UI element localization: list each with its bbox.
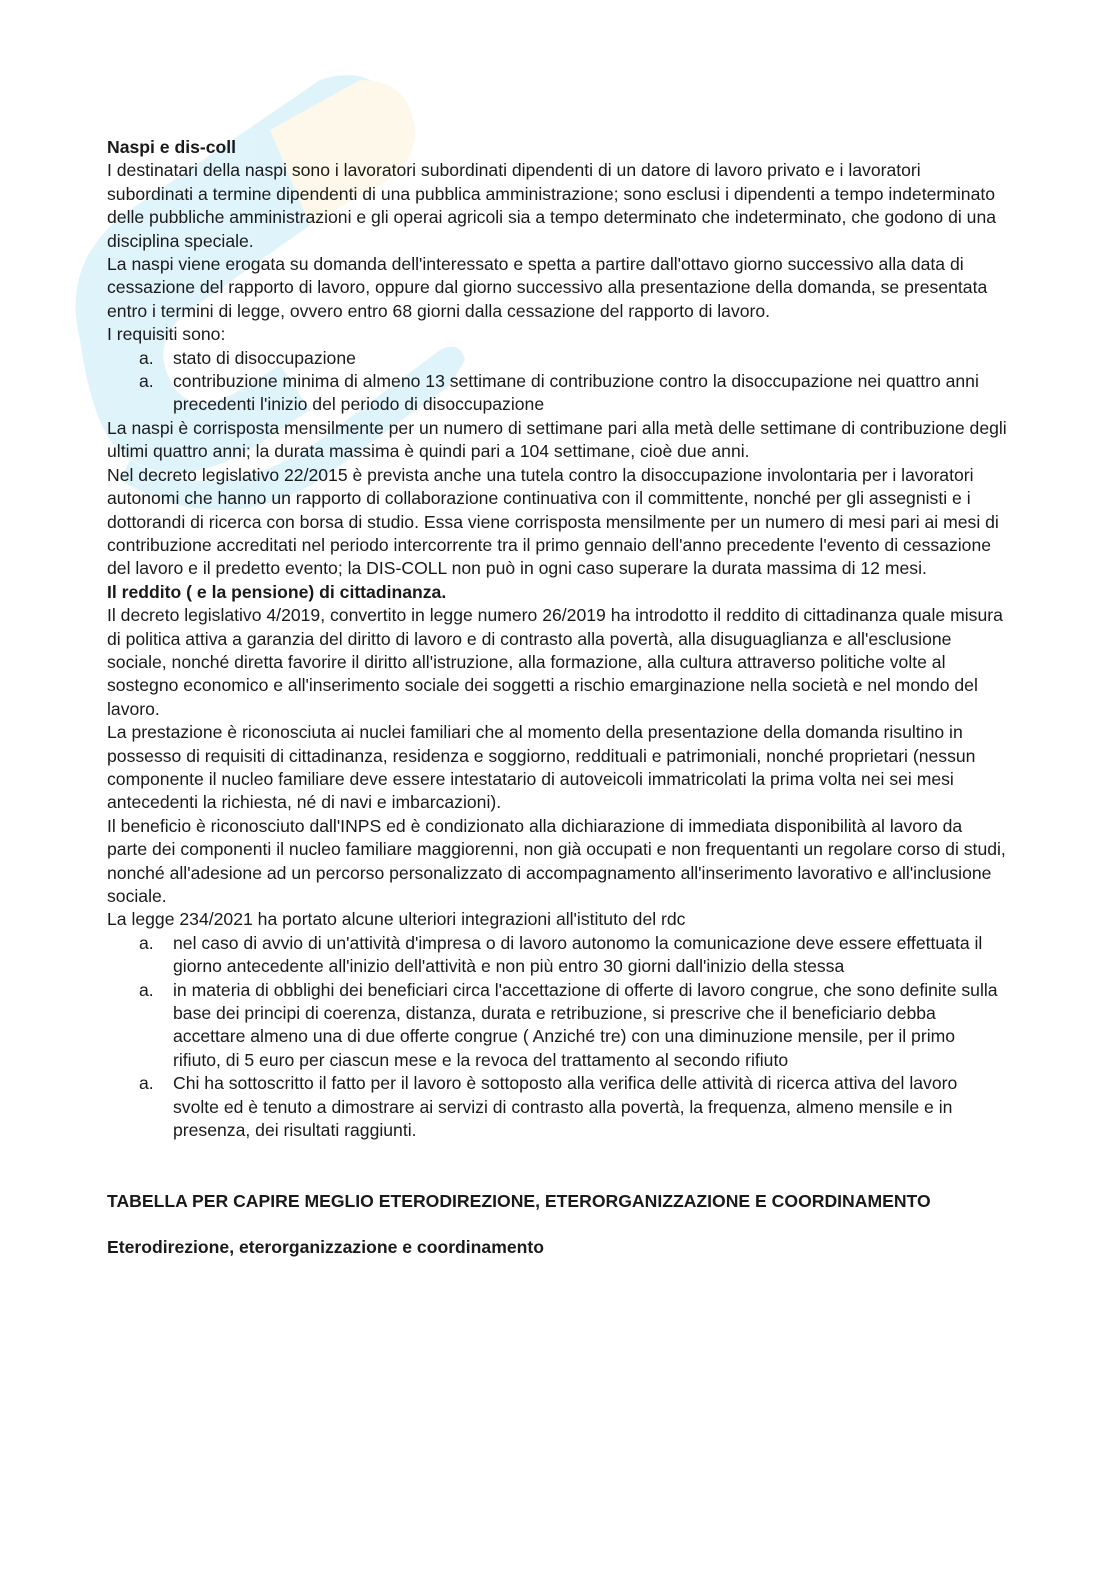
paragraph: La legge 234/2021 ha portato alcune ulteriori integrazioni all'istituto del rdc	[107, 909, 686, 930]
list-item-text: stato di disoccupazione	[173, 347, 356, 368]
paragraph: La naspi viene erogata su domanda dell'interessato e spetta a partire dall'ottavo giorno successivo alla data di cessazione del rapporto di lavoro, oppure dal giorno successivo alla presentazione della domanda, se presentata entro i termini di legge, ovvero entro 68 giorni dalla cessazione del rapporto di lavoro.	[107, 254, 988, 321]
list-marker: a.	[139, 932, 154, 953]
list-item	[107, 347, 1007, 370]
section-title-naspi: Naspi e dis-coll	[107, 137, 237, 157]
list-marker: a.	[139, 347, 154, 368]
paragraph: La prestazione è riconosciuta ai nuclei familiari che al momento della presentazione della domanda risultino in possesso di requisiti di cittadinanza, residenza e soggiorno, reddituali e patrimoniali, nonché proprietari (nessun componente il nucleo familiare deve essere intestatario di autoveicoli immatricolati la prima volta nei sei mesi antecedenti la richiesta, né di navi e imbarcazioni).	[107, 722, 976, 813]
list-item	[107, 1072, 1007, 1142]
paragraph: Il beneficio è riconosciuto dall'INPS ed è condizionato alla dichiarazione di immediata disponibilità al lavoro da parte dei componenti il nucleo familiare maggiorenni, non già occupati e non frequentanti un regolare corso di studi, nonché all'adesione ad un percorso personalizzato di accompagnamento all'inserimento lavorativo e all'inclusione sociale.	[107, 815, 1006, 906]
paragraph: La naspi è corrisposta mensilmente per un numero di settimane pari alla metà delle settimane di contribuzione degli ultimi quattro anni; la durata massima è quindi pari a 104 settimane, cioè due anni.	[107, 417, 1007, 462]
document-page	[107, 136, 1007, 1260]
list-item	[107, 979, 1007, 1073]
paragraph: I destinatari della naspi sono i lavoratori subordinati dipendenti di un datore di lavoro privato e i lavoratori subordinati a termine dipendenti di una pubblica amministrazione; sono esclusi i dipendenti a tempo indeterminato delle pubbliche amministrazioni e gli operai agricoli sia a tempo determinato che indeterminato, che godono di una disciplina speciale.	[107, 160, 997, 251]
paragraph: Il decreto legislativo 4/2019, convertito in legge numero 26/2019 ha introdotto il reddito di cittadinanza quale misura di politica attiva a garanzia del diritto di lavoro e di contrasto alla povertà, alla disuguaglianza e all'esclusione sociale, nonché diretta favorire il diritto all'istruzione, alla formazione, alla cultura attraverso politiche volte al sostegno economico e all'inserimento sociale dei soggetti a rischio emarginazione nella società e nel mondo del lavoro.	[107, 605, 1003, 719]
list-item	[107, 932, 1007, 979]
spacer	[107, 1213, 1007, 1236]
list-item-text: contribuzione minima di almeno 13 settimane di contribuzione contro la disoccupazione nei quattro anni precedenti l'inizio del periodo di disoccupazione	[173, 371, 979, 415]
list-item-text: in materia di obblighi dei beneficiari circa l'accettazione di offerte di lavoro congrue, che sono definite sulla base dei principi di coerenza, distanza, durata e retribuzione, si prescrive che il beneficiario debba accettare almeno una di due offerte congrue ( Anziché tre) con una diminuzione mensile, per il primo rifiuto, di 5 euro per ciascun mese e la revoca del trattamento al secondo rifiuto	[173, 979, 998, 1070]
section-title-reddito: Il reddito ( e la pensione) di cittadinanza.	[107, 581, 447, 602]
list-marker: a.	[139, 979, 154, 1000]
list-item-text: Chi ha sottoscritto il fatto per il lavoro è sottoposto alla verifica delle attività di ricerca attiva del lavoro svolte ed è tenuto a dimostrare ai servizi di contrasto alla povertà, la frequenza, almeno mensile e in presenza, dei risultati raggiunti.	[173, 1073, 958, 1141]
requirements-list	[107, 347, 1007, 417]
paragraph: I requisiti sono:	[107, 324, 226, 345]
list-item	[107, 370, 1007, 417]
spacer	[107, 1142, 1007, 1189]
list-marker: a.	[139, 1073, 154, 1094]
paragraph: Nel decreto legislativo 22/2015 è prevista anche una tutela contro la disoccupazione involontaria per i lavoratori autonomi che hanno un rapporto di collaborazione continuativa con il committente, nonché per gli assegnisti e i dottorandi di ricerca con borsa di studio. Essa viene corrisposta mensilmente per un numero di mesi pari ai mesi di contribuzione accreditati nel periodo intercorrente tra il primo gennaio dell'anno precedente l'evento di cessazione del lavoro e il predetto evento; la DIS-COLL non può in ogni caso superare la durata massima di 12 mesi.	[107, 464, 999, 579]
integrations-list	[107, 932, 1007, 1143]
table-section-title: TABELLA PER CAPIRE MEGLIO ETERODIREZIONE, ETERORGANIZZAZIONE E COORDINAMENTO	[107, 1191, 931, 1212]
list-item-text: nel caso di avvio di un'attività d'impresa o di lavoro autonomo la comunicazione deve essere effettuata il giorno antecedente all'inizio dell'attività e non più entro 30 giorni dall'inizio della stessa	[173, 932, 983, 977]
list-marker: a.	[139, 371, 154, 392]
table-subtitle: Eterodirezione, eterorganizzazione e coordinamento	[107, 1237, 544, 1258]
